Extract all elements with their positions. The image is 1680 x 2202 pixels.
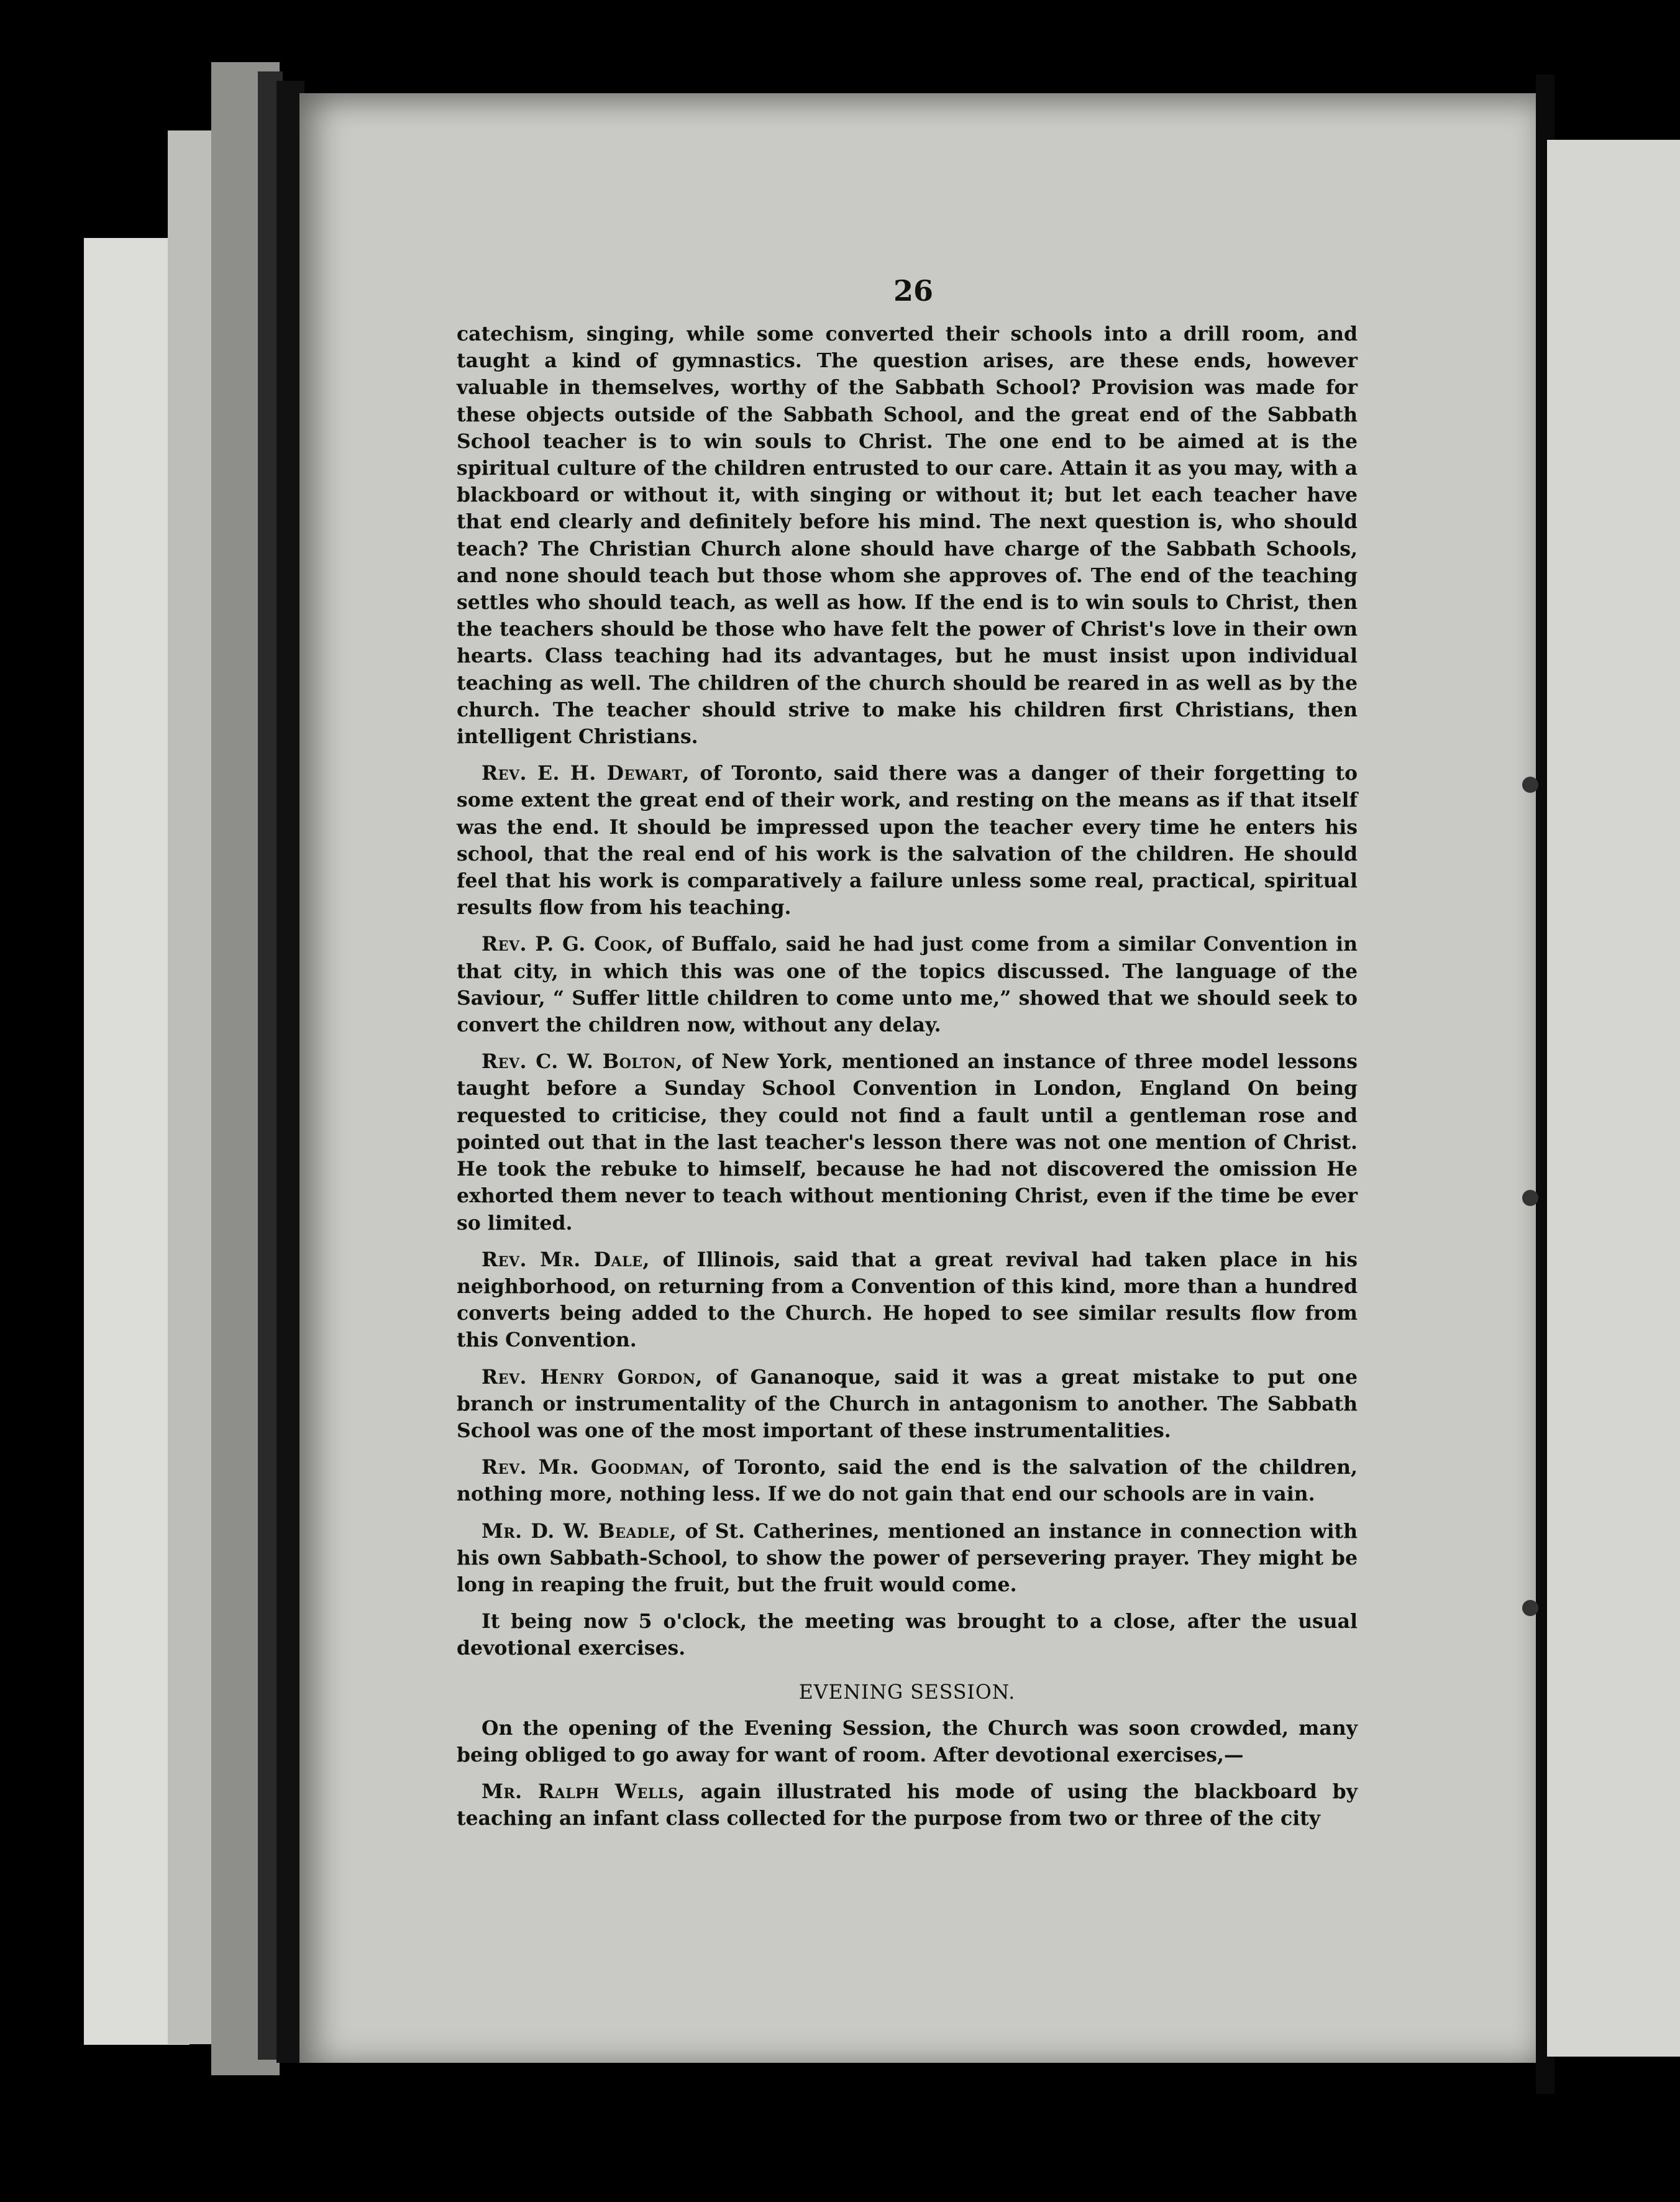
speaker-name: Rev. E. H. Dewart, [482, 762, 690, 785]
page-number: 26 [893, 274, 933, 308]
paragraph-text: It being now 5 o'clock, the meeting was brought to a close, after the usual devotional exercises. [457, 1610, 1358, 1660]
facing-page-edge [1547, 140, 1680, 2057]
paragraph-text: of Gananoque, said it was a great mistake to put one branch or instrumentality of the Church in antagonism to another. The Sabbath School was one of the most important of these instrumentalities. [457, 1365, 1358, 1442]
paragraph-text: of St. Catherines, mentioned an instance in connection with his own Sabbath-School, to show the power of persevering prayer. They might be long in reaping the fruit, but the fruit would come. [457, 1519, 1358, 1596]
speaker-name: Mr. D. W. Beadle, [482, 1519, 677, 1543]
paragraph [457, 321, 1358, 750]
paragraph-text: again illustrated his mode of using the blackboard by teaching an infant class collected for the purpose from two or three of the city [457, 1780, 1358, 1830]
page-text [457, 273, 1358, 1842]
paragraph-text: of Toronto, said there was a danger of their forgetting to some extent the great end of their work, and resting on the means as if that itself was the end. It should be impressed upon the teacher every time he enters his school, that the real end of his work is the salvation of the children. He should feel that his work is comparatively a failure unless some real, practical, spiritual results flow from his teaching. [457, 762, 1358, 920]
paragraph [457, 1715, 1358, 1768]
paragraph [457, 760, 1358, 921]
paragraph [457, 931, 1358, 1038]
speaker-name: Rev. Mr. Goodman, [482, 1456, 691, 1479]
paragraph [457, 1778, 1358, 1832]
binding-peg [1522, 777, 1538, 793]
speaker-name: Rev. P. G. Cook, [482, 933, 654, 956]
binding-peg [1522, 1190, 1538, 1206]
paragraph [457, 1048, 1358, 1236]
speaker-name: Rev. Henry Gordon, [482, 1365, 703, 1389]
binding-peg [1522, 1600, 1538, 1616]
paragraph [457, 1364, 1358, 1445]
paragraph-text: of Toronto, said the end is the salvation of the children, nothing more, nothing less. If we do not gain that end our schools are in vain. [457, 1456, 1358, 1506]
paragraph [457, 1454, 1358, 1507]
paragraph-text: On the opening of the Evening Session, the Church was soon crowded, many being obliged to go away for want of room. After devotional exercises,— [457, 1716, 1358, 1766]
paragraph-text: of New York, mentioned an instance of three model lessons taught before a Sunday School Convention in London, England On being requested to criticise, they could not find a fault until a gentleman rose and pointed out that in the last teacher's lesson there was not one mention of Christ. He took the rebuke to himself, because he had not discovered the omission He exhorted them never to teach without mentioning Christ, even if the time be ever so limited. [457, 1050, 1358, 1235]
paragraph [457, 1518, 1358, 1599]
paragraph [457, 1246, 1358, 1354]
speaker-name: Rev. Mr. Dale, [482, 1248, 650, 1271]
paragraph [457, 1608, 1358, 1661]
section-heading: EVENING SESSION. [798, 1681, 1016, 1704]
paragraph-text: catechism, singing, while some converted their schools into a drill room, and taught a kind of gymnastics. The question arises, are these ends, however valuable in themselves, worthy of the Sabbath School? Provision was made for these objects outside of the Sabbath School, and the great end of the Sabbath School teacher is to win souls to Christ. The one end to be aimed at is the spiritual culture of the children entrusted to our care. Attain it as you may, with a blackboard or without it, with singing or without it; but let each teacher have that end clearly and definitely before his mind. The next question is, who should teach? The Christian Church alone should have charge of the Sabbath Schools, and none should teach but those whom she approves of. The end of the teaching settles who should teach, as well as how. If the end is to win souls to Christ, then the teachers should be those who have felt the power of Christ's love in their own hearts. Class teaching had its advantages, but he must insist upon individual teaching as well. The children of the church should be reared in as well as by the church. The teacher should strive to make his children first Christians, then intelligent Christians. [457, 322, 1358, 749]
paragraph-text: of Buffalo, said he had just come from a similar Convention in that city, in which this was one of the topics discussed. The language of the Saviour, “ Suffer little children to come unto me,” showed that we should seek to convert the children now, without any delay. [457, 933, 1358, 1037]
speaker-name: Rev. C. W. Bolton, [482, 1050, 683, 1074]
paragraph-text: of Illinois, said that a great revival had taken place in his neighborhood, on returning from a Convention of this kind, more than a hundred converts being added to the Church. He hoped to see similar results flow from this Convention. [457, 1248, 1358, 1352]
speaker-name: Mr. Ralph Wells, [482, 1780, 685, 1804]
